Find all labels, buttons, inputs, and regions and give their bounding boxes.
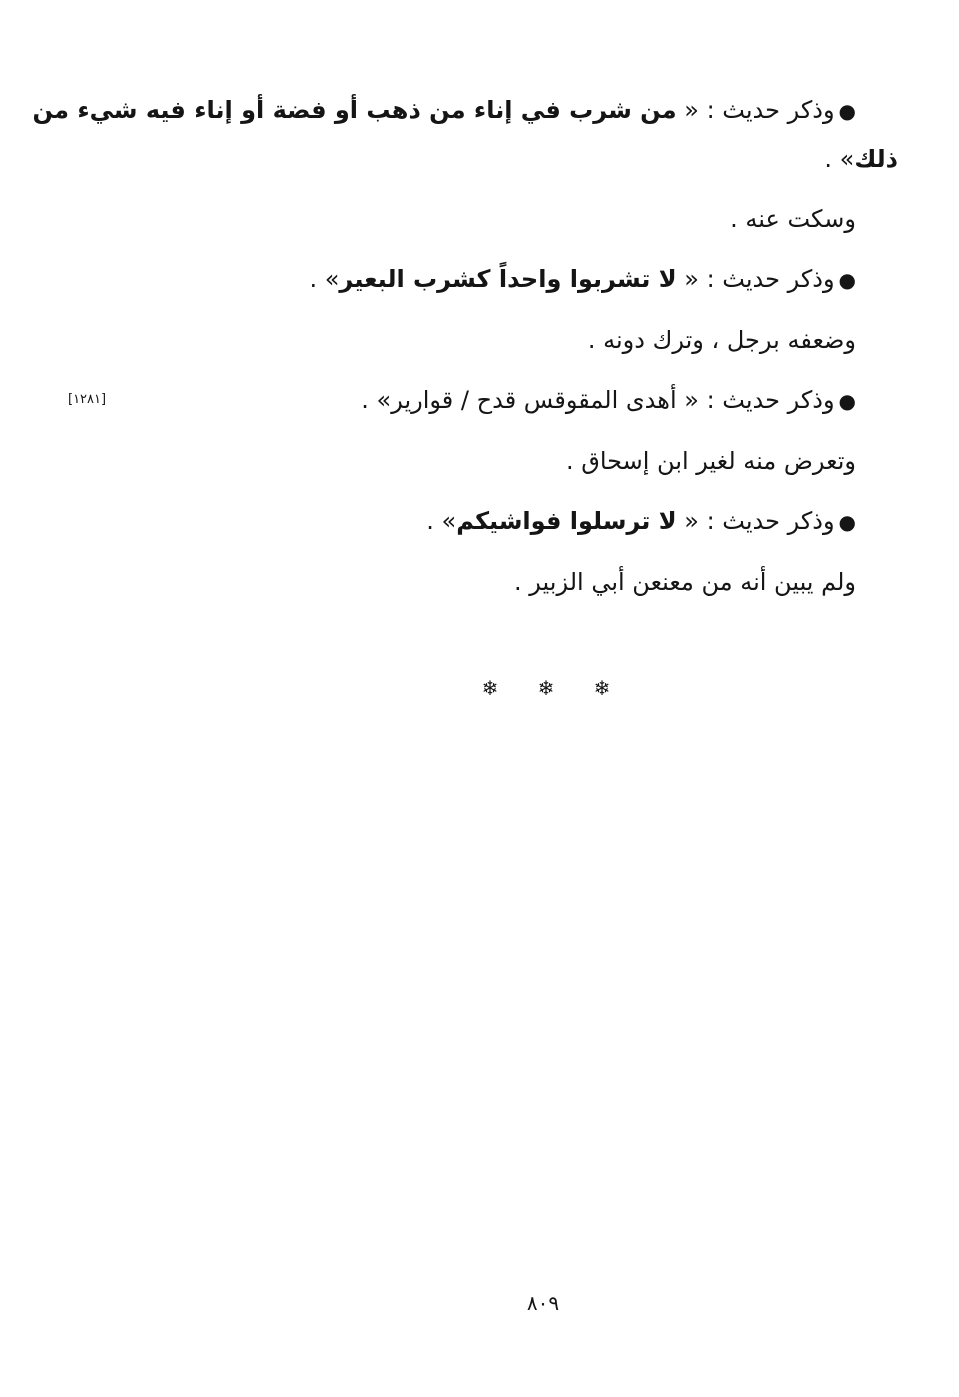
hadith-text: لا تشربوا واحداً كشرب البعير xyxy=(339,265,677,293)
section-separator xyxy=(470,674,622,702)
page-number: ٨٠٩ xyxy=(526,1291,560,1315)
commentary: وسكت عنه . xyxy=(730,205,856,233)
page-body xyxy=(32,86,898,618)
margin-reference-number: [١٢٨١] xyxy=(68,392,107,407)
bullet-icon: ● xyxy=(838,389,856,413)
quote-open: « xyxy=(684,96,699,124)
bullet-icon: ● xyxy=(838,268,856,292)
separator-star-icon: ❄ xyxy=(537,676,555,700)
bullet-icon: ● xyxy=(838,99,856,123)
quote-close: » . xyxy=(309,265,340,293)
entry-lead: وذكر حديث : xyxy=(706,96,835,124)
hadith-text-continued: ذلك xyxy=(854,145,898,173)
quote-close: » . xyxy=(361,386,392,414)
quote-close: » . xyxy=(426,507,457,535)
commentary: ولم يبين أنه من معنعن أبي الزبير . xyxy=(514,568,856,596)
commentary: وتعرض منه لغير ابن إسحاق . xyxy=(565,447,856,475)
hadith-entry xyxy=(60,497,898,546)
quote-open: « xyxy=(684,507,699,535)
separator-star-icon: ❄ xyxy=(481,676,499,700)
quote-open: « xyxy=(684,386,699,414)
hadith-text: من شرب في إناء من ذهب أو فضة أو إناء فيه شيء من xyxy=(32,96,677,124)
commentary: وضعفه برجل ، وترك دونه . xyxy=(587,326,856,354)
hadith-text: لا ترسلوا فواشيكم xyxy=(456,507,677,535)
quote-open: « xyxy=(684,265,699,293)
hadith-entry xyxy=(32,86,898,183)
hadith-text: أهدى المقوقس قدح / قوارير xyxy=(391,386,677,414)
entry-lead: وذكر حديث : xyxy=(706,507,835,535)
hadith-entry xyxy=(60,376,898,425)
entry-lead: وذكر حديث : xyxy=(706,386,835,414)
entry-lead: وذكر حديث : xyxy=(706,265,835,293)
quote-close: » . xyxy=(824,145,855,173)
bullet-icon: ● xyxy=(838,510,856,534)
hadith-entry xyxy=(60,255,898,304)
separator-star-icon: ❄ xyxy=(593,676,611,700)
